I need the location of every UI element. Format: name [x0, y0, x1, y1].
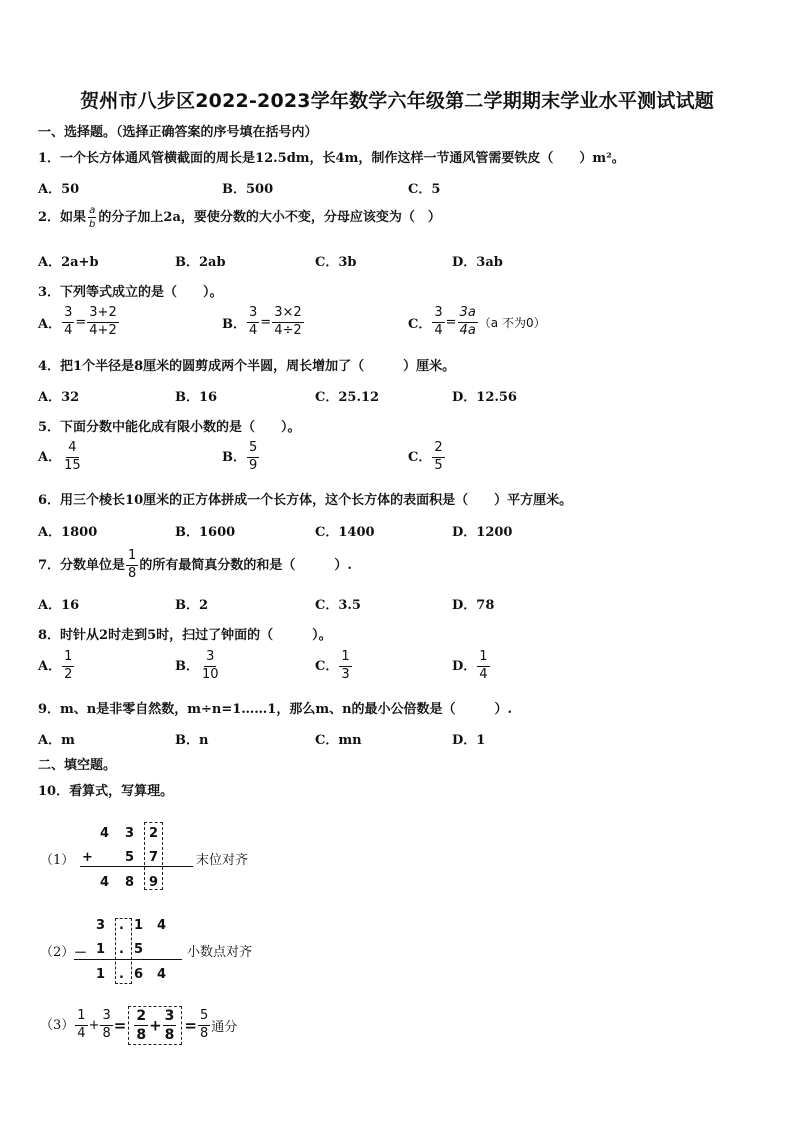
q10-part1-label: （1） — [40, 853, 75, 868]
alignment-dashed-box — [144, 822, 163, 890]
q5-b-den: 9 — [249, 457, 258, 473]
q3-c-right-den: 4a — [459, 322, 476, 338]
q6-option-d: D．1200 — [452, 525, 513, 540]
minus-sign: － — [74, 946, 88, 961]
question-4: 4．把1个半径是8厘米的圆剪成两个半圆，周长增加了（ ）厘米。 — [38, 359, 456, 374]
q10-p2-digit: 4 — [157, 918, 167, 933]
q10-p2-digit: 5 — [134, 942, 144, 957]
p3-box-frac1-num: 2 — [134, 1008, 148, 1026]
q10-p2-digit: 1 — [134, 918, 144, 933]
q5-a-num: 4 — [66, 441, 78, 458]
q5-option-b — [222, 441, 260, 474]
q10-p2-digit: 1 — [96, 942, 106, 957]
q10-p2-digit: 3 — [96, 918, 106, 933]
q3-a-label: A． — [38, 316, 62, 332]
q3-c-left-den: 4 — [434, 322, 443, 338]
q2-frac-num: a — [89, 205, 96, 216]
q5-c-num: 2 — [432, 441, 444, 458]
page-title: 贺州市八步区2022-2023学年数学六年级第二学期期末学业水平测试试题 — [80, 90, 714, 112]
section-heading-fill: 二、填空题。 — [38, 758, 117, 773]
q7-option-b: B．2 — [175, 598, 209, 613]
p3-box-frac2-den: 8 — [164, 1027, 175, 1044]
p3-box-frac2-num: 3 — [163, 1008, 177, 1026]
q1-option-a: A．50 — [38, 182, 80, 197]
q8-c-num: 1 — [339, 650, 351, 667]
q1-option-b: B．500 — [222, 182, 274, 197]
p3-result-den: 8 — [199, 1026, 209, 1042]
q4-option-b: B．16 — [175, 390, 218, 405]
q3-b-left-num: 3 — [247, 306, 259, 323]
question-1: 1．一个长方体通风管横截面的周长是12.5dm，长4m，制作这样一节通风管需要铁皮（ ）m²。 — [38, 151, 625, 166]
question-2 — [38, 205, 441, 230]
q10-p1-digit: 3 — [125, 826, 135, 841]
q3-option-b: B． $\frac{3}{4}$ = $\frac{3\times 2}{4\div 2}$ — [222, 305, 302, 338]
q10-p2-digit: 6 — [134, 967, 144, 982]
q5-b-label: B． — [222, 449, 246, 465]
q6-option-a: A．1800 — [38, 525, 98, 540]
question-6: 6．用三个棱长10厘米的正方体拼成一个长方体，这个长方体的表面积是（ ）平方厘米。 — [38, 493, 573, 508]
q8-c-label: C． — [315, 658, 339, 674]
q10-part2-note: 小数点对齐 — [187, 945, 253, 960]
question-9: 9．m、n是非零自然数，m÷n=1……1，那么m、n的最小公倍数是（ ）. — [38, 702, 513, 717]
plus-sign: + — [88, 1018, 100, 1034]
q8-option-d — [452, 650, 491, 683]
q10-p1-digit: 4 — [100, 875, 110, 890]
q9-option-c: C．mn — [315, 733, 362, 748]
q2-frac-den: b — [89, 218, 96, 230]
plus-sign: + — [149, 1016, 162, 1035]
p3-frac2-num: 3 — [100, 1009, 112, 1026]
q8-a-den: 2 — [64, 666, 73, 682]
q7-frac-den: 8 — [128, 565, 137, 581]
q8-d-num: 1 — [477, 650, 489, 667]
q8-a-label: A． — [38, 658, 62, 674]
q5-option-c — [408, 441, 446, 474]
q5-c-den: 5 — [434, 457, 443, 473]
q3-c-note: （a 不为0） — [478, 315, 546, 330]
question-5: 5．下面分数中能化成有限小数的是（ ）。 — [38, 420, 301, 435]
q7-option-d: D．78 — [452, 598, 495, 613]
q3-a-left-den: 4 — [64, 322, 73, 338]
q10-p2-point: . — [119, 918, 124, 933]
q8-option-a — [38, 650, 75, 683]
sum-line — [80, 866, 193, 867]
q2-fraction — [87, 205, 97, 230]
question-8: 8．时针从2时走到5时，扫过了钟面的（ ）。 — [38, 628, 332, 643]
q10-p1-digit: 7 — [149, 850, 159, 865]
q9-option-a: A．m — [38, 733, 75, 748]
q2-option-c: C．3b — [315, 255, 357, 270]
q5-b-num: 5 — [247, 441, 259, 458]
q6-option-b: B．1600 — [175, 525, 236, 540]
q3-a-right-num: 3+2 — [87, 306, 118, 323]
q5-option-a — [38, 441, 84, 474]
q8-b-label: B． — [175, 658, 199, 674]
q4-option-c: C．25.12 — [315, 390, 380, 405]
q8-b-num: 3 — [204, 650, 216, 667]
q2-suffix: 的分子加上2a，要使分数的大小不变，分母应该变为（ ） — [98, 210, 441, 225]
q10-part2-label: （2） — [40, 945, 75, 960]
q9-option-d: D．1 — [452, 733, 486, 748]
q10-part3-note: 通分 — [211, 1020, 238, 1036]
q10-p2-digit: 1 — [96, 967, 106, 982]
q2-option-a: A．2a+b — [38, 255, 99, 270]
plus-sign: + — [82, 850, 93, 865]
q1-option-c: C．5 — [408, 182, 441, 197]
q4-option-a: A．32 — [38, 390, 80, 405]
q2-option-d: D．3ab — [452, 255, 503, 270]
q8-a-num: 1 — [62, 650, 74, 667]
q5-a-label: A． — [38, 449, 62, 465]
q10-p1-digit: 8 — [125, 875, 135, 890]
q6-option-c: C．1400 — [315, 525, 375, 540]
q3-b-left-den: 4 — [249, 322, 258, 338]
q10-part1-note: 末位对齐 — [196, 853, 249, 868]
section-heading-choice: 一、选择题。（选择正确答案的序号填在括号内） — [38, 125, 318, 140]
q7-option-a: A．16 — [38, 598, 80, 613]
q8-option-b — [175, 650, 222, 683]
q10-part3 — [40, 1006, 237, 1045]
q2-prefix: 2．如果 — [38, 210, 87, 225]
q5-a-den: 15 — [64, 457, 81, 473]
p3-frac1-den: 4 — [77, 1026, 86, 1042]
question-7 — [38, 549, 352, 582]
q4-option-d: D．12.56 — [452, 390, 517, 405]
q3-c-right-num: 3a — [458, 306, 478, 323]
p3-result-num: 5 — [198, 1009, 210, 1026]
p3-frac1-num: 1 — [75, 1009, 87, 1026]
q3-option-c: C． $\frac{3}{4}$ = $\frac{3a}{4a}$ （a 不为0） — [408, 305, 546, 338]
q10-p1-digit: 5 — [125, 850, 135, 865]
q10-p2-point: . — [119, 967, 124, 982]
question-10: 10．看算式，写算理。 — [38, 784, 174, 799]
q9-option-b: B．n — [175, 733, 209, 748]
q10-p1-digit: 2 — [149, 826, 159, 841]
q10-p2-digit: 4 — [157, 967, 167, 982]
q8-d-label: D． — [452, 658, 477, 674]
q3-option-a: A． $\frac{3}{4}$ = $\frac{3+2}{4+2}$ — [38, 305, 117, 338]
q5-c-label: C． — [408, 449, 432, 465]
q3-b-label: B． — [222, 316, 246, 332]
equals-sign: = — [184, 1016, 197, 1035]
p3-frac2-den: 8 — [102, 1026, 111, 1042]
q2-option-b: B．2ab — [175, 255, 226, 270]
q7-option-c: C．3.5 — [315, 598, 361, 613]
common-denominator-dashed-box — [128, 1006, 182, 1045]
p3-box-frac1-den: 8 — [136, 1027, 147, 1044]
q3-c-label: C． — [408, 316, 432, 332]
q7-suffix: 的所有最简真分数的和是（ ）. — [139, 557, 352, 573]
q7-prefix: 7．分数单位是 — [38, 557, 126, 573]
q10-p1-digit: 4 — [100, 826, 110, 841]
q8-c-den: 3 — [341, 666, 350, 682]
q7-frac-num: 1 — [126, 549, 138, 566]
question-3: 3．下列等式成立的是（ ）。 — [38, 285, 223, 300]
q3-c-left-num: 3 — [432, 306, 444, 323]
q8-b-den: 10 — [202, 666, 219, 682]
q3-b-right-num: 3×2 — [272, 306, 303, 323]
q8-d-den: 4 — [479, 666, 488, 682]
equals-sign: = — [113, 1016, 127, 1035]
q10-p2-point: . — [119, 942, 124, 957]
q3-a-right-den: 4+2 — [89, 322, 117, 338]
alignment-dashed-box — [115, 918, 132, 984]
q8-option-c — [315, 650, 353, 683]
q3-a-left-num: 3 — [62, 306, 74, 323]
q3-b-right-den: 4÷2 — [274, 322, 302, 338]
q10-part3-label: （3） — [40, 1018, 75, 1034]
q10-p1-digit: 9 — [149, 875, 159, 890]
